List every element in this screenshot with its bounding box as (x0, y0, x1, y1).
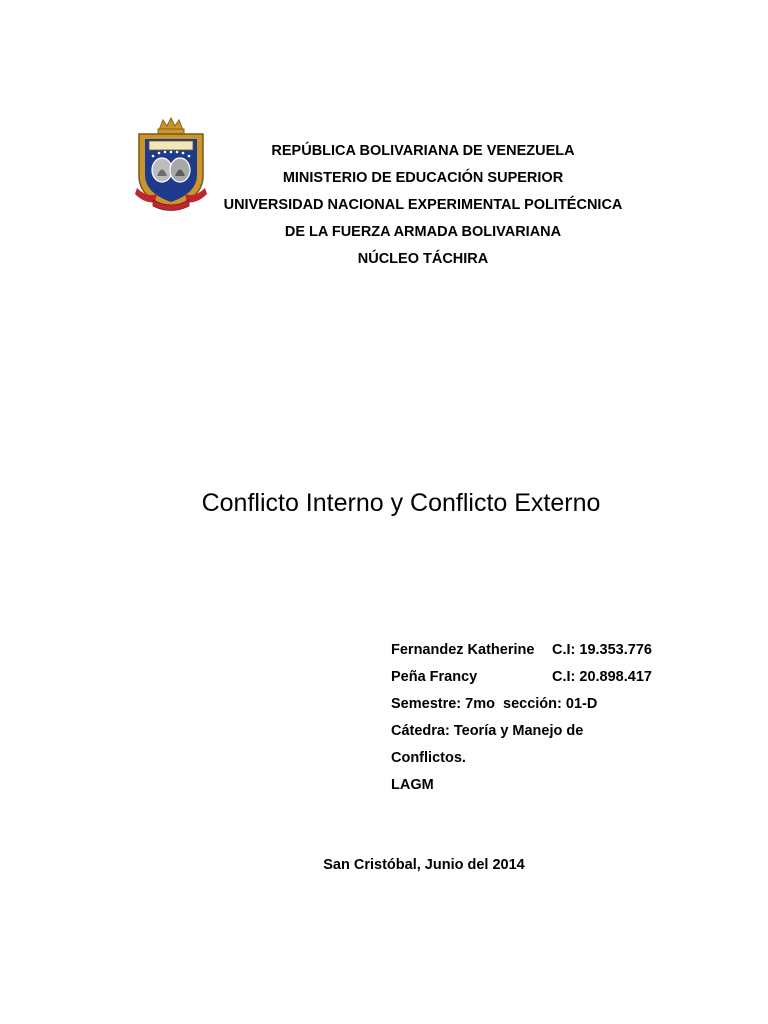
author-row (391, 637, 652, 664)
author-name: Peña Francy (391, 669, 478, 685)
author-name: Fernandez Katherine (391, 642, 535, 658)
author-info (391, 637, 652, 799)
institution-header (0, 138, 768, 273)
header-line-armed-forces: DE LA FUERZA ARMADA BOLIVARIANA (284, 224, 562, 240)
code-line: LAGM (391, 777, 434, 793)
author-ci: C.I: 19.353.776 (552, 642, 652, 658)
course-line-continued: Conflictos. (391, 750, 466, 766)
author-ci: C.I: 20.898.417 (552, 669, 652, 685)
semester-line: Semestre: 7mo sección: 01-D (391, 696, 598, 712)
header-line-university: UNIVERSIDAD NACIONAL EXPERIMENTAL POLITÉCNICA (223, 197, 623, 213)
header-line-republic: REPÚBLICA BOLIVARIANA DE VENEZUELA (271, 143, 575, 159)
document-title: Conflicto Interno y Conflicto Externo (201, 489, 601, 517)
header-line-ministry: MINISTERIO DE EDUCACIÓN SUPERIOR (282, 170, 564, 186)
course-line: Cátedra: Teoría y Manejo de (391, 723, 584, 739)
header-line-campus: NÚCLEO TÁCHIRA (357, 251, 489, 267)
place-date: San Cristóbal, Junio del 2014 (323, 857, 525, 873)
author-row (391, 664, 652, 691)
